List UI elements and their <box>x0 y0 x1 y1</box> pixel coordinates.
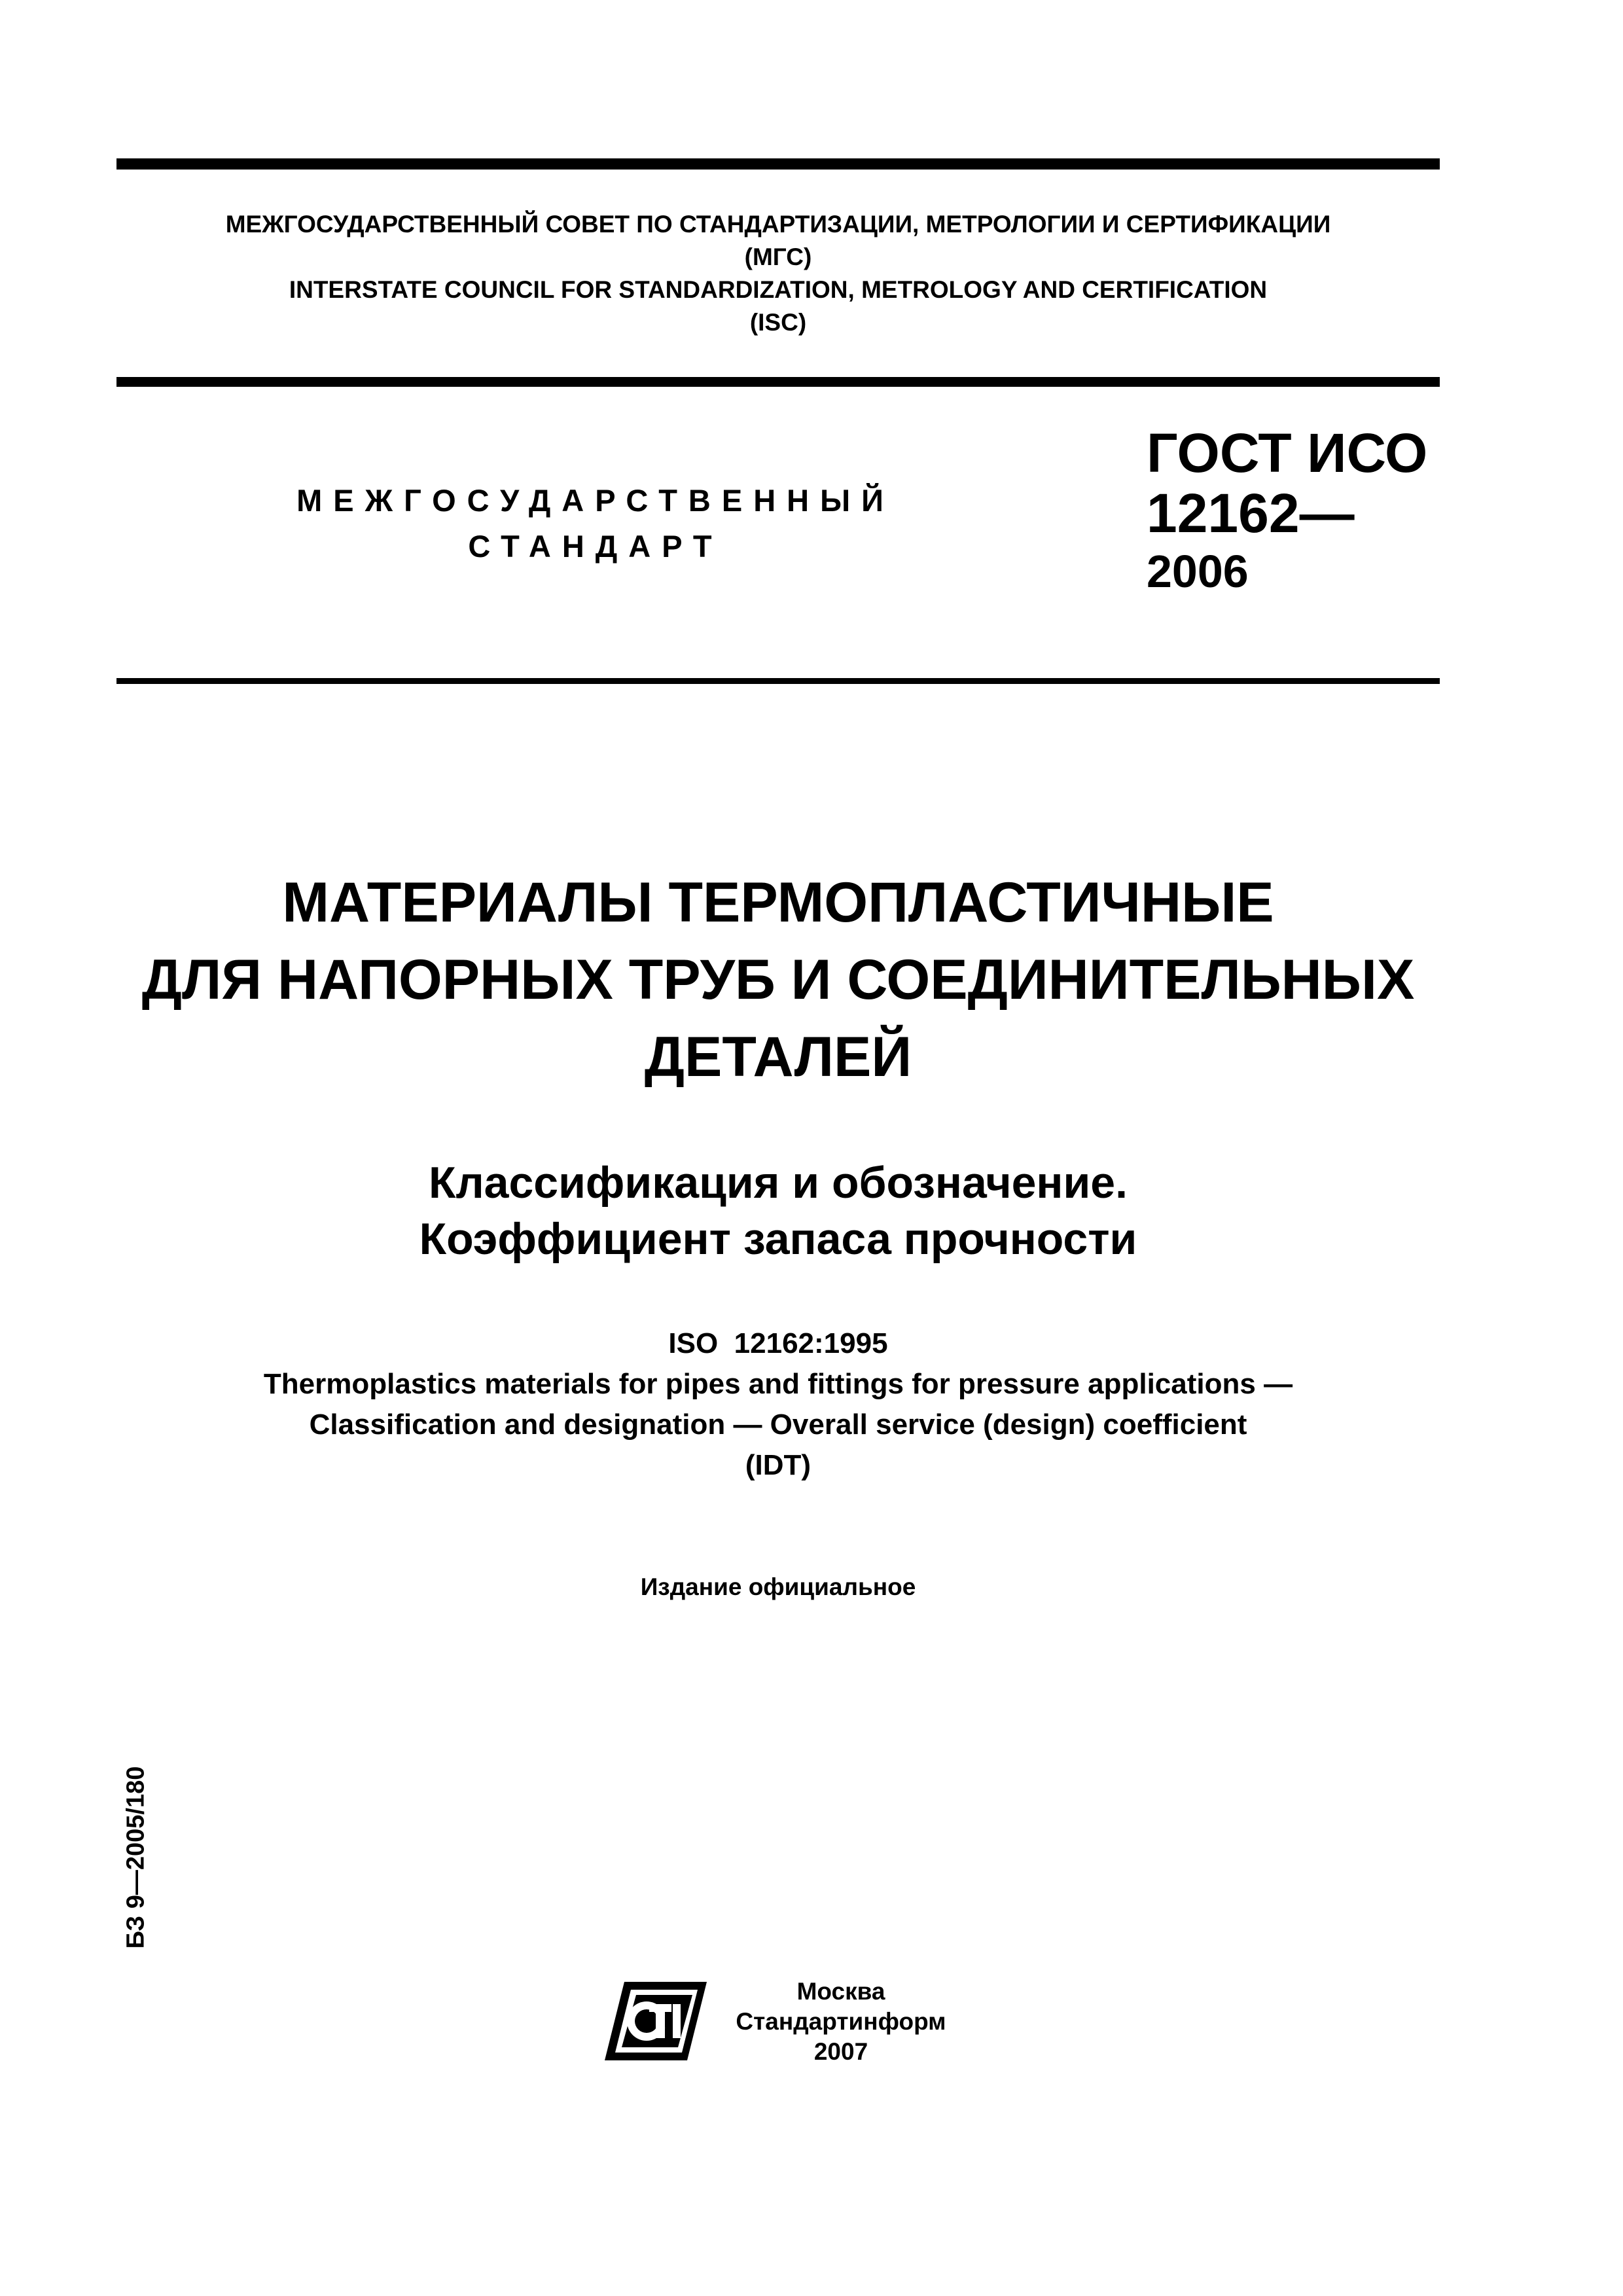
document-title <box>116 864 1440 1096</box>
standard-type-line1: МЕЖГОСУДАРСТВЕННЫЙ <box>296 483 895 518</box>
standard-type-line2: СТАНДАРТ <box>468 529 723 564</box>
title-line1: МАТЕРИАЛЫ ТЕРМОПЛАСТИЧНЫЕ <box>282 871 1274 934</box>
title-line3: ДЕТАЛЕЙ <box>644 1026 912 1088</box>
side-code: БЗ 9—2005/180 <box>122 1766 150 1949</box>
iso-degree: (IDT) <box>745 1449 812 1481</box>
iso-code: ISO 12162:1995 <box>668 1327 888 1359</box>
header-rule <box>116 377 1440 387</box>
council-name-en: INTERSTATE COUNCIL FOR STANDARDIZATION, METROLOGY AND CERTIFICATION <box>289 276 1268 303</box>
edition-label: Издание официальное <box>640 1573 916 1600</box>
designation-rule <box>116 678 1440 684</box>
iso-reference <box>116 1323 1440 1486</box>
subtitle-line1: Классификация и обозначение. <box>428 1158 1128 1208</box>
council-name-ru: МЕЖГОСУДАРСТВЕННЫЙ СОВЕТ ПО СТАНДАРТИЗАЦИИ, МЕТРОЛОГИИ И СЕРТИФИКАЦИИ <box>225 211 1331 238</box>
top-rule <box>116 158 1440 170</box>
standard-designation <box>1147 423 1435 600</box>
designation-number: 12162— <box>1147 482 1355 544</box>
publisher-block <box>733 1977 949 2067</box>
title-line2: ДЛЯ НАПОРНЫХ ТРУБ И СОЕДИНИТЕЛЬНЫХ <box>141 948 1415 1011</box>
subtitle-line2: Коэффициент запаса прочности <box>419 1214 1137 1264</box>
publisher-city: Москва <box>796 1978 885 2005</box>
designation-prefix: ГОСТ ИСО <box>1147 422 1428 484</box>
iso-title-line2: Classification and designation — Overall service (design) coefficient <box>309 1408 1247 1441</box>
publisher-year: 2007 <box>813 2038 868 2065</box>
designation-year: 2006 <box>1147 546 1249 597</box>
council-header <box>116 208 1440 339</box>
document-subtitle <box>116 1155 1440 1267</box>
council-abbr-ru: (МГС) <box>744 243 812 270</box>
publisher-name: Стандартинформ <box>736 2008 946 2035</box>
iso-title-line1: Thermoplastics materials for pipes and fittings for pressure applications — <box>263 1368 1293 1400</box>
standard-type <box>236 478 955 569</box>
council-abbr-en: (ISC) <box>749 309 807 336</box>
standartinform-logo <box>605 1981 707 2062</box>
